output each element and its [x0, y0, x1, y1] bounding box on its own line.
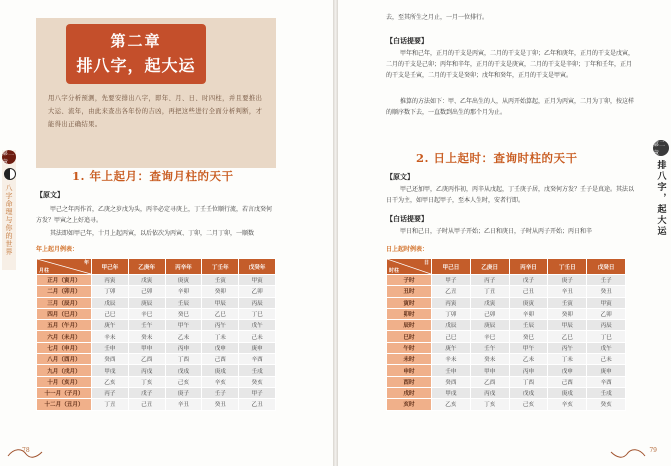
- table-row: [387, 297, 626, 308]
- month-pillar-table: [36, 258, 276, 411]
- section-heading-1: 1. 年上起月：查询月柱的天干: [72, 169, 234, 183]
- table-cell: 庚寅: [165, 275, 202, 286]
- col-header: 甲己年: [92, 259, 129, 275]
- table-cell: 乙亥: [432, 399, 471, 410]
- col-header: 戊癸日: [587, 259, 626, 275]
- table-row: [387, 387, 626, 398]
- table-cell: 庚午: [432, 342, 471, 353]
- original-label: 【原文】: [36, 190, 64, 199]
- table-row: [387, 376, 626, 387]
- original-text-2: 甲己还加甲，乙庚丙作初，丙辛从戊起，丁壬庚子居，戊癸何方发？壬子是真途。其法以日干为主，如甲日起甲子，至本人生时，安者行即。: [386, 186, 635, 204]
- table-corner: [37, 259, 92, 275]
- row-label: 八月（酉月）: [37, 354, 92, 365]
- table-cell: 辛亥: [202, 376, 239, 387]
- table-cell: 辛卯: [165, 286, 202, 297]
- table-cell: 甲戌: [432, 387, 471, 398]
- original-label-2: 【原文】: [386, 172, 414, 181]
- table-cell: 乙巳: [202, 308, 239, 319]
- table-cell: 丙寅: [432, 297, 471, 308]
- table-cell: 丙戌: [470, 387, 509, 398]
- table-row: [37, 342, 276, 353]
- hint-paragraph-2: 推算的方法如下：甲、乙年出生的人，从丙开始算起，正月为丙寅，二月为丁卯，按这样的顺序数下去，一直数到出生的那个月为止。: [386, 98, 635, 116]
- table-row: [37, 308, 276, 319]
- table-cell: 己丑: [128, 399, 165, 410]
- table-cell: 辛巳: [128, 308, 165, 319]
- table-row: [37, 365, 276, 376]
- hour-pillar-table: [386, 258, 626, 411]
- table-cell: 丁丑: [470, 286, 509, 297]
- table-row: [37, 275, 276, 286]
- table-cell: 壬子: [202, 387, 239, 398]
- table-cell: 丁丑: [92, 399, 129, 410]
- table-cell: 己卯: [470, 308, 509, 319]
- table-cell: 庚寅: [509, 297, 548, 308]
- table-row: [387, 342, 626, 353]
- table-cell: 辛卯: [509, 308, 548, 319]
- table-cell: 癸巳: [509, 331, 548, 342]
- side-tab-text: 八字命理与你的世界: [5, 184, 13, 256]
- table-cell: 甲寅: [587, 297, 626, 308]
- table-cell: 丙辰: [239, 297, 276, 308]
- table-row: [387, 286, 626, 297]
- table-cell: 乙丑: [432, 286, 471, 297]
- table-cell: 甲子: [239, 387, 276, 398]
- table-cell: 丙戌: [128, 365, 165, 376]
- table-cell: 辛未: [432, 354, 471, 365]
- table-cell: 辛丑: [548, 286, 587, 297]
- row-label: 五月（午月）: [37, 320, 92, 331]
- row-label: 巳时: [387, 331, 432, 342]
- table-row: [37, 399, 276, 410]
- table-cell: 丙辰: [587, 320, 626, 331]
- table-cell: 癸亥: [587, 399, 626, 410]
- table-cell: 丁酉: [165, 354, 202, 365]
- table-cell: 甲午: [509, 342, 548, 353]
- page-number-right: 79: [649, 447, 657, 454]
- table-cell: 甲申: [470, 365, 509, 376]
- table-cell: 壬戌: [587, 387, 626, 398]
- col-header: 丙辛年: [165, 259, 202, 275]
- explain-text: 其法即如甲己年，十月上起丙寅，以后依次为丙寅、丁卯，二月丁卯，一顺数: [50, 230, 255, 237]
- table-cell: 戊午: [239, 320, 276, 331]
- table-cell: 丙午: [202, 320, 239, 331]
- corner-top-label-2: 日: [423, 260, 429, 266]
- table-cell: 己酉: [548, 376, 587, 387]
- row-label: 十二月（丑月）: [37, 399, 92, 410]
- col-header: 丁壬日: [548, 259, 587, 275]
- table-cell: 丁酉: [509, 376, 548, 387]
- table-row: [37, 320, 276, 331]
- table-cell: 壬寅: [202, 275, 239, 286]
- hint-label-2: 【白话提要】: [386, 214, 428, 223]
- table-cell: 庚辰: [470, 320, 509, 331]
- table-cell: 癸未: [470, 354, 509, 365]
- table-cell: 乙酉: [470, 376, 509, 387]
- chapter-title: 排八字，起大运: [76, 56, 196, 75]
- right-page: [338, 0, 671, 466]
- row-label: 二月（卯月）: [37, 286, 92, 297]
- table-cell: 乙未: [165, 331, 202, 342]
- table-cell: 辛酉: [587, 376, 626, 387]
- table-cell: 丙申: [509, 365, 548, 376]
- corner-top-label: 年: [83, 260, 89, 266]
- table-cell: 癸卯: [202, 286, 239, 297]
- table-cell: 壬申: [432, 365, 471, 376]
- table-caption-2: 日上起时例表：: [386, 246, 429, 253]
- row-label: 丑时: [387, 286, 432, 297]
- row-label: 正月（寅月）: [37, 275, 92, 286]
- col-header: 乙庚年: [128, 259, 165, 275]
- table-row: [387, 365, 626, 376]
- row-label: 子时: [387, 275, 432, 286]
- table-cell: 戊申: [548, 365, 587, 376]
- table-cell: 乙未: [509, 354, 548, 365]
- hint-label-1: 【白话提要】: [386, 36, 428, 45]
- table-row: [387, 275, 626, 286]
- table-cell: 己酉: [202, 354, 239, 365]
- table-cell: 壬午: [128, 320, 165, 331]
- top-continuation-text: 去，至其所生之月止，一月一位排行。: [386, 14, 489, 21]
- chapter-badge-right: 第二章: [653, 140, 669, 156]
- table-cell: 癸卯: [548, 308, 587, 319]
- row-label: 七月（申月）: [37, 342, 92, 353]
- table-cell: 甲午: [165, 320, 202, 331]
- table-cell: 己未: [587, 354, 626, 365]
- page-ornament-right: [607, 446, 647, 460]
- row-label: 午时: [387, 342, 432, 353]
- table-cell: 甲申: [128, 342, 165, 353]
- table-cell: 丁巳: [587, 331, 626, 342]
- table-cell: 庚申: [587, 365, 626, 376]
- table-cell: 戊戌: [165, 365, 202, 376]
- table-row: [387, 399, 626, 410]
- table-cell: 壬辰: [509, 320, 548, 331]
- table-cell: 戊子: [509, 275, 548, 286]
- row-label: 寅时: [387, 297, 432, 308]
- table-cell: 癸巳: [165, 308, 202, 319]
- table-cell: 戊寅: [128, 275, 165, 286]
- row-label: 九月（戌月）: [37, 365, 92, 376]
- section-heading-2: 2. 日上起时：查询时柱的天干: [416, 151, 578, 165]
- table-cell: 辛酉: [239, 354, 276, 365]
- table-row: [37, 331, 276, 342]
- table-cell: 辛亥: [548, 399, 587, 410]
- table-row: [37, 354, 276, 365]
- side-tab-text-right: 排八字，起大运: [655, 160, 666, 237]
- table-cell: 癸未: [128, 331, 165, 342]
- row-label: 戌时: [387, 387, 432, 398]
- chapter-intro: 用八字分析预测，先要安排出八字，即年、月、日、时四柱，并且要推出大运、流年，由此来查出各年份的吉凶，再把这些进行全面分析判断，才能得出正确结果。: [48, 95, 263, 128]
- hint-paragraph-1: 甲年和己年，正月的干支是丙寅，二月的干支是丁卯；乙年和庚年，正月的干支是戊寅，二月的干支是己卯；丙年和辛年，正月的干支是庚寅，二月的干支是辛卯；丁年和壬年，正月的干支是壬寅，二月的干支是癸卯；戊年和癸年，正月的干支是甲寅。: [386, 50, 635, 79]
- table-cell: 庚戌: [202, 365, 239, 376]
- table-cell: 戊戌: [509, 387, 548, 398]
- hint-text-2: 甲日和己日，子时从甲子开始；乙日和庚日，子时从丙子开始；丙日和辛: [400, 228, 593, 235]
- yin-yang-icon: [4, 168, 16, 180]
- table-cell: 戊辰: [92, 297, 129, 308]
- col-header: 丙辛日: [509, 259, 548, 275]
- table-cell: 甲寅: [239, 275, 276, 286]
- table-cell: 辛丑: [165, 399, 202, 410]
- table-cell: 壬戌: [239, 365, 276, 376]
- table-cell: 壬寅: [548, 297, 587, 308]
- table-cell: 丙午: [548, 342, 587, 353]
- table-cell: 壬申: [92, 342, 129, 353]
- table-cell: 戊申: [202, 342, 239, 353]
- table-corner-2: [387, 259, 432, 275]
- corner-bottom-label-2: 时柱: [389, 268, 400, 274]
- table-cell: 丁未: [548, 354, 587, 365]
- page-number-left: 78: [22, 447, 30, 454]
- table-cell: 丙申: [165, 342, 202, 353]
- table-cell: 辛巳: [470, 331, 509, 342]
- row-label: 十月（亥月）: [37, 376, 92, 387]
- chapter-title-block: [66, 24, 206, 84]
- table-row: [37, 297, 276, 308]
- corner-bottom-label: 月柱: [39, 268, 50, 274]
- table-cell: 乙巳: [548, 331, 587, 342]
- table-cell: 癸酉: [432, 376, 471, 387]
- table-cell: 乙丑: [239, 399, 276, 410]
- table-cell: 癸亥: [239, 376, 276, 387]
- table-row: [387, 320, 626, 331]
- row-label: 辰时: [387, 320, 432, 331]
- row-label: 四月（巳月）: [37, 308, 92, 319]
- table-cell: 庚子: [548, 275, 587, 286]
- table-cell: 壬辰: [165, 297, 202, 308]
- table-cell: 戊寅: [470, 297, 509, 308]
- table-cell: 乙酉: [128, 354, 165, 365]
- col-header: 甲己日: [432, 259, 471, 275]
- table-cell: 丁巳: [239, 308, 276, 319]
- table-cell: 戊子: [128, 387, 165, 398]
- col-header: 丁壬年: [202, 259, 239, 275]
- table-cell: 己未: [239, 331, 276, 342]
- left-page: [0, 0, 333, 466]
- table-cell: 丁亥: [128, 376, 165, 387]
- row-label: 卯时: [387, 308, 432, 319]
- table-row: [37, 376, 276, 387]
- table-cell: 己巳: [92, 308, 129, 319]
- table-cell: 丁卯: [432, 308, 471, 319]
- table-cell: 癸酉: [92, 354, 129, 365]
- table-cell: 丁卯: [92, 286, 129, 297]
- table-cell: 己丑: [509, 286, 548, 297]
- table-cell: 壬午: [470, 342, 509, 353]
- table-cell: 甲子: [432, 275, 471, 286]
- table-cell: 癸丑: [587, 286, 626, 297]
- table-cell: 甲辰: [548, 320, 587, 331]
- table-row: [387, 331, 626, 342]
- table-cell: 庚申: [239, 342, 276, 353]
- col-header: 乙庚日: [470, 259, 509, 275]
- table-cell: 丁亥: [470, 399, 509, 410]
- table-cell: 癸丑: [202, 399, 239, 410]
- table-cell: 己亥: [165, 376, 202, 387]
- table-cell: 戊辰: [432, 320, 471, 331]
- row-label: 三月（辰月）: [37, 297, 92, 308]
- table-cell: 己卯: [128, 286, 165, 297]
- row-label: 六月（未月）: [37, 331, 92, 342]
- right-side-tab: [653, 140, 669, 240]
- table-cell: 乙卯: [587, 308, 626, 319]
- chapter-badge: 第二章: [2, 150, 15, 166]
- table-cell: 庚午: [92, 320, 129, 331]
- table-cell: 己亥: [509, 399, 548, 410]
- row-label: 酉时: [387, 376, 432, 387]
- table-cell: 戊午: [587, 342, 626, 353]
- table-cell: 丙寅: [92, 275, 129, 286]
- table-cell: 辛未: [92, 331, 129, 342]
- table-cell: 丁未: [202, 331, 239, 342]
- table-cell: 丙子: [470, 275, 509, 286]
- table-cell: 己巳: [432, 331, 471, 342]
- table-cell: 庚子: [165, 387, 202, 398]
- table-cell: 甲戌: [92, 365, 129, 376]
- table-cell: 庚戌: [548, 387, 587, 398]
- row-label: 亥时: [387, 399, 432, 410]
- table-cell: 丙子: [92, 387, 129, 398]
- row-label: 未时: [387, 354, 432, 365]
- table-row: [37, 387, 276, 398]
- original-text: 甲己之年丙作首，乙庚之岁戊为头，丙辛必定寻庚上，丁壬壬位顺行流，若言戊癸何方发？甲寅之上好追寻。: [36, 206, 273, 224]
- row-label: 十一月（子月）: [37, 387, 92, 398]
- table-row: [37, 286, 276, 297]
- table-row: [387, 308, 626, 319]
- table-cell: 庚辰: [128, 297, 165, 308]
- table-cell: 壬子: [587, 275, 626, 286]
- left-side-tab: [2, 150, 16, 270]
- table-cell: 甲辰: [202, 297, 239, 308]
- table-row: [387, 354, 626, 365]
- row-label: 申时: [387, 365, 432, 376]
- table-cell: 乙卯: [239, 286, 276, 297]
- chapter-number: 第二章: [110, 32, 162, 50]
- col-header: 戊癸年: [239, 259, 276, 275]
- table-cell: 乙亥: [92, 376, 129, 387]
- table-caption-1: 年上起月例表：: [36, 246, 79, 253]
